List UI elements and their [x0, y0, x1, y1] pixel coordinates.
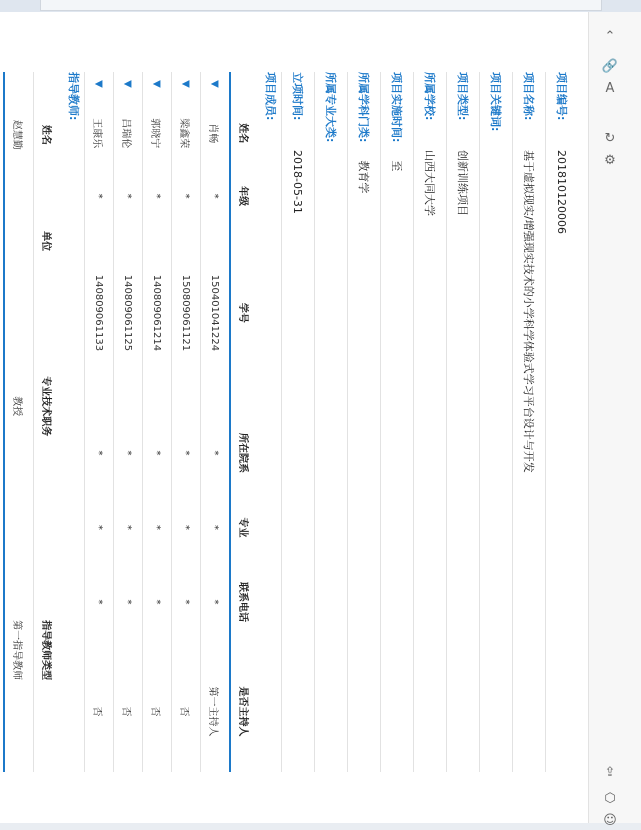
project-subject-row: [347, 72, 380, 772]
table-row: [4, 72, 34, 772]
teachers-header-row: [34, 72, 63, 772]
teachers-header-name: 姓名: [34, 72, 63, 198]
project-number-row: [545, 72, 578, 772]
read-aloud-icon[interactable]: A: [605, 81, 615, 96]
member-name: 王康乐: [85, 96, 114, 171]
members-header-student-id: 学号: [230, 222, 259, 404]
member-department: *: [201, 404, 231, 502]
share-icon[interactable]: ⇪: [604, 765, 616, 780]
members-header-caret: [230, 72, 259, 96]
project-school-row: [413, 72, 446, 772]
member-host: 否: [114, 651, 143, 772]
member-phone: *: [85, 553, 114, 651]
project-type-label: 项目类型:: [456, 72, 469, 121]
teachers-section-title: 指导教师:: [67, 72, 80, 121]
member-grade: *: [143, 171, 172, 222]
table-row[interactable]: [172, 72, 201, 772]
table-row[interactable]: [85, 72, 114, 772]
feedback-icon[interactable]: ☺: [603, 813, 617, 828]
teachers-header-title: 专业技术职务: [34, 284, 63, 528]
project-keywords-label: 项目关键词:: [489, 72, 502, 132]
caret-down-icon[interactable]: ▼: [143, 72, 172, 96]
teachers-table: [3, 72, 62, 772]
member-phone: *: [114, 553, 143, 651]
caret-down-icon[interactable]: ▼: [201, 72, 231, 96]
member-host: 否: [85, 651, 114, 772]
project-school-label: 所属学校:: [423, 72, 436, 121]
project-type-row: [446, 72, 479, 772]
members-header-department: 所在院系: [230, 404, 259, 502]
project-type-value: 创新训练项目: [456, 150, 469, 216]
member-major: *: [114, 502, 143, 553]
caret-down-icon[interactable]: ▼: [85, 72, 114, 96]
project-date-row: [281, 72, 314, 772]
table-row[interactable]: [143, 72, 172, 772]
project-subject-value: 教育学: [357, 160, 370, 194]
member-department: *: [85, 404, 114, 502]
member-grade: *: [114, 171, 143, 222]
member-major: *: [172, 502, 201, 553]
member-student-id: 140809061214: [143, 222, 172, 404]
project-date-label: 立项时间:: [291, 72, 304, 121]
member-name: 吕瑞伦: [114, 96, 143, 171]
member-major: *: [85, 502, 114, 553]
table-row[interactable]: [201, 72, 231, 772]
member-major: *: [143, 502, 172, 553]
member-host: 否: [143, 651, 172, 772]
member-department: *: [114, 404, 143, 502]
member-host: 否: [172, 651, 201, 772]
browser-tab-bar: [0, 0, 641, 12]
member-host: 第一主持人: [201, 651, 231, 772]
member-phone: *: [201, 553, 231, 651]
rotated-page: [0, 12, 588, 823]
member-grade: *: [85, 171, 114, 222]
refresh-icon[interactable]: ↻: [604, 131, 616, 146]
project-period-row: [380, 72, 413, 772]
project-detail-form: [3, 72, 578, 772]
settings-icon[interactable]: ⚙: [604, 153, 616, 168]
project-name-value: 基于虚拟现实/增强现实技术的小学科学体验式学习平台设计与开发: [522, 150, 535, 473]
teachers-header-type: 指导教师类型: [34, 528, 63, 772]
member-name: 肖畅: [201, 96, 231, 171]
member-phone: *: [143, 553, 172, 651]
member-department: *: [172, 404, 201, 502]
project-period-value: 至: [390, 160, 403, 172]
browser-tab[interactable]: [40, 0, 602, 11]
members-header-name: 姓名: [230, 96, 259, 171]
member-student-id: 140809061133: [85, 222, 114, 404]
member-grade: *: [172, 171, 201, 222]
member-student-id: 150401041224: [201, 222, 231, 404]
project-date-value: 2018-05-31: [291, 150, 305, 214]
page-viewport: [0, 12, 588, 823]
member-phone: *: [172, 553, 201, 651]
member-major: *: [201, 502, 231, 553]
reader-side-toolbar: [588, 12, 641, 828]
member-student-id: 140809061125: [114, 222, 143, 404]
teacher-name: 赵慧勤: [11, 119, 23, 150]
members-section-title: 项目成员:: [264, 72, 277, 121]
table-row[interactable]: [114, 72, 143, 772]
project-school-value: 山西大同大学: [423, 150, 436, 216]
project-number-label: 项目编号:: [555, 72, 568, 121]
extension-icon[interactable]: ⬡: [604, 791, 616, 806]
caret-down-icon[interactable]: ▼: [172, 72, 201, 96]
members-header-phone: 联系电话: [230, 553, 259, 651]
project-name-row: [512, 72, 545, 772]
members-table: [84, 72, 259, 772]
project-subject-label: 所属学科门类:: [357, 72, 370, 143]
chevron-up-icon[interactable]: ⌃: [604, 29, 616, 44]
project-keywords-row: [479, 72, 512, 772]
members-header-row: [230, 72, 259, 772]
teacher-type: 第一指导教师: [11, 620, 23, 681]
teacher-title: 教授: [11, 396, 23, 417]
link-icon[interactable]: 🔗: [601, 59, 619, 74]
member-department: *: [143, 404, 172, 502]
members-header-host: 是否主持人: [230, 651, 259, 772]
members-header-grade: 年级: [230, 171, 259, 222]
caret-down-icon[interactable]: ▼: [114, 72, 143, 96]
member-student-id: 150809061121: [172, 222, 201, 404]
teacher-unit: [4, 198, 34, 285]
project-major-row: [314, 72, 347, 772]
project-number-value: 201810120006: [555, 150, 569, 234]
member-grade: *: [201, 171, 231, 222]
project-period-label: 项目实施时间:: [390, 72, 403, 143]
project-major-label: 所属专业大类:: [324, 72, 337, 143]
project-name-label: 项目名称:: [522, 72, 535, 121]
members-header-major: 专业: [230, 502, 259, 553]
member-name: 梁鑫荣: [172, 96, 201, 171]
member-name: 郭晓宁: [143, 96, 172, 171]
teachers-header-unit: 单位: [34, 198, 63, 285]
